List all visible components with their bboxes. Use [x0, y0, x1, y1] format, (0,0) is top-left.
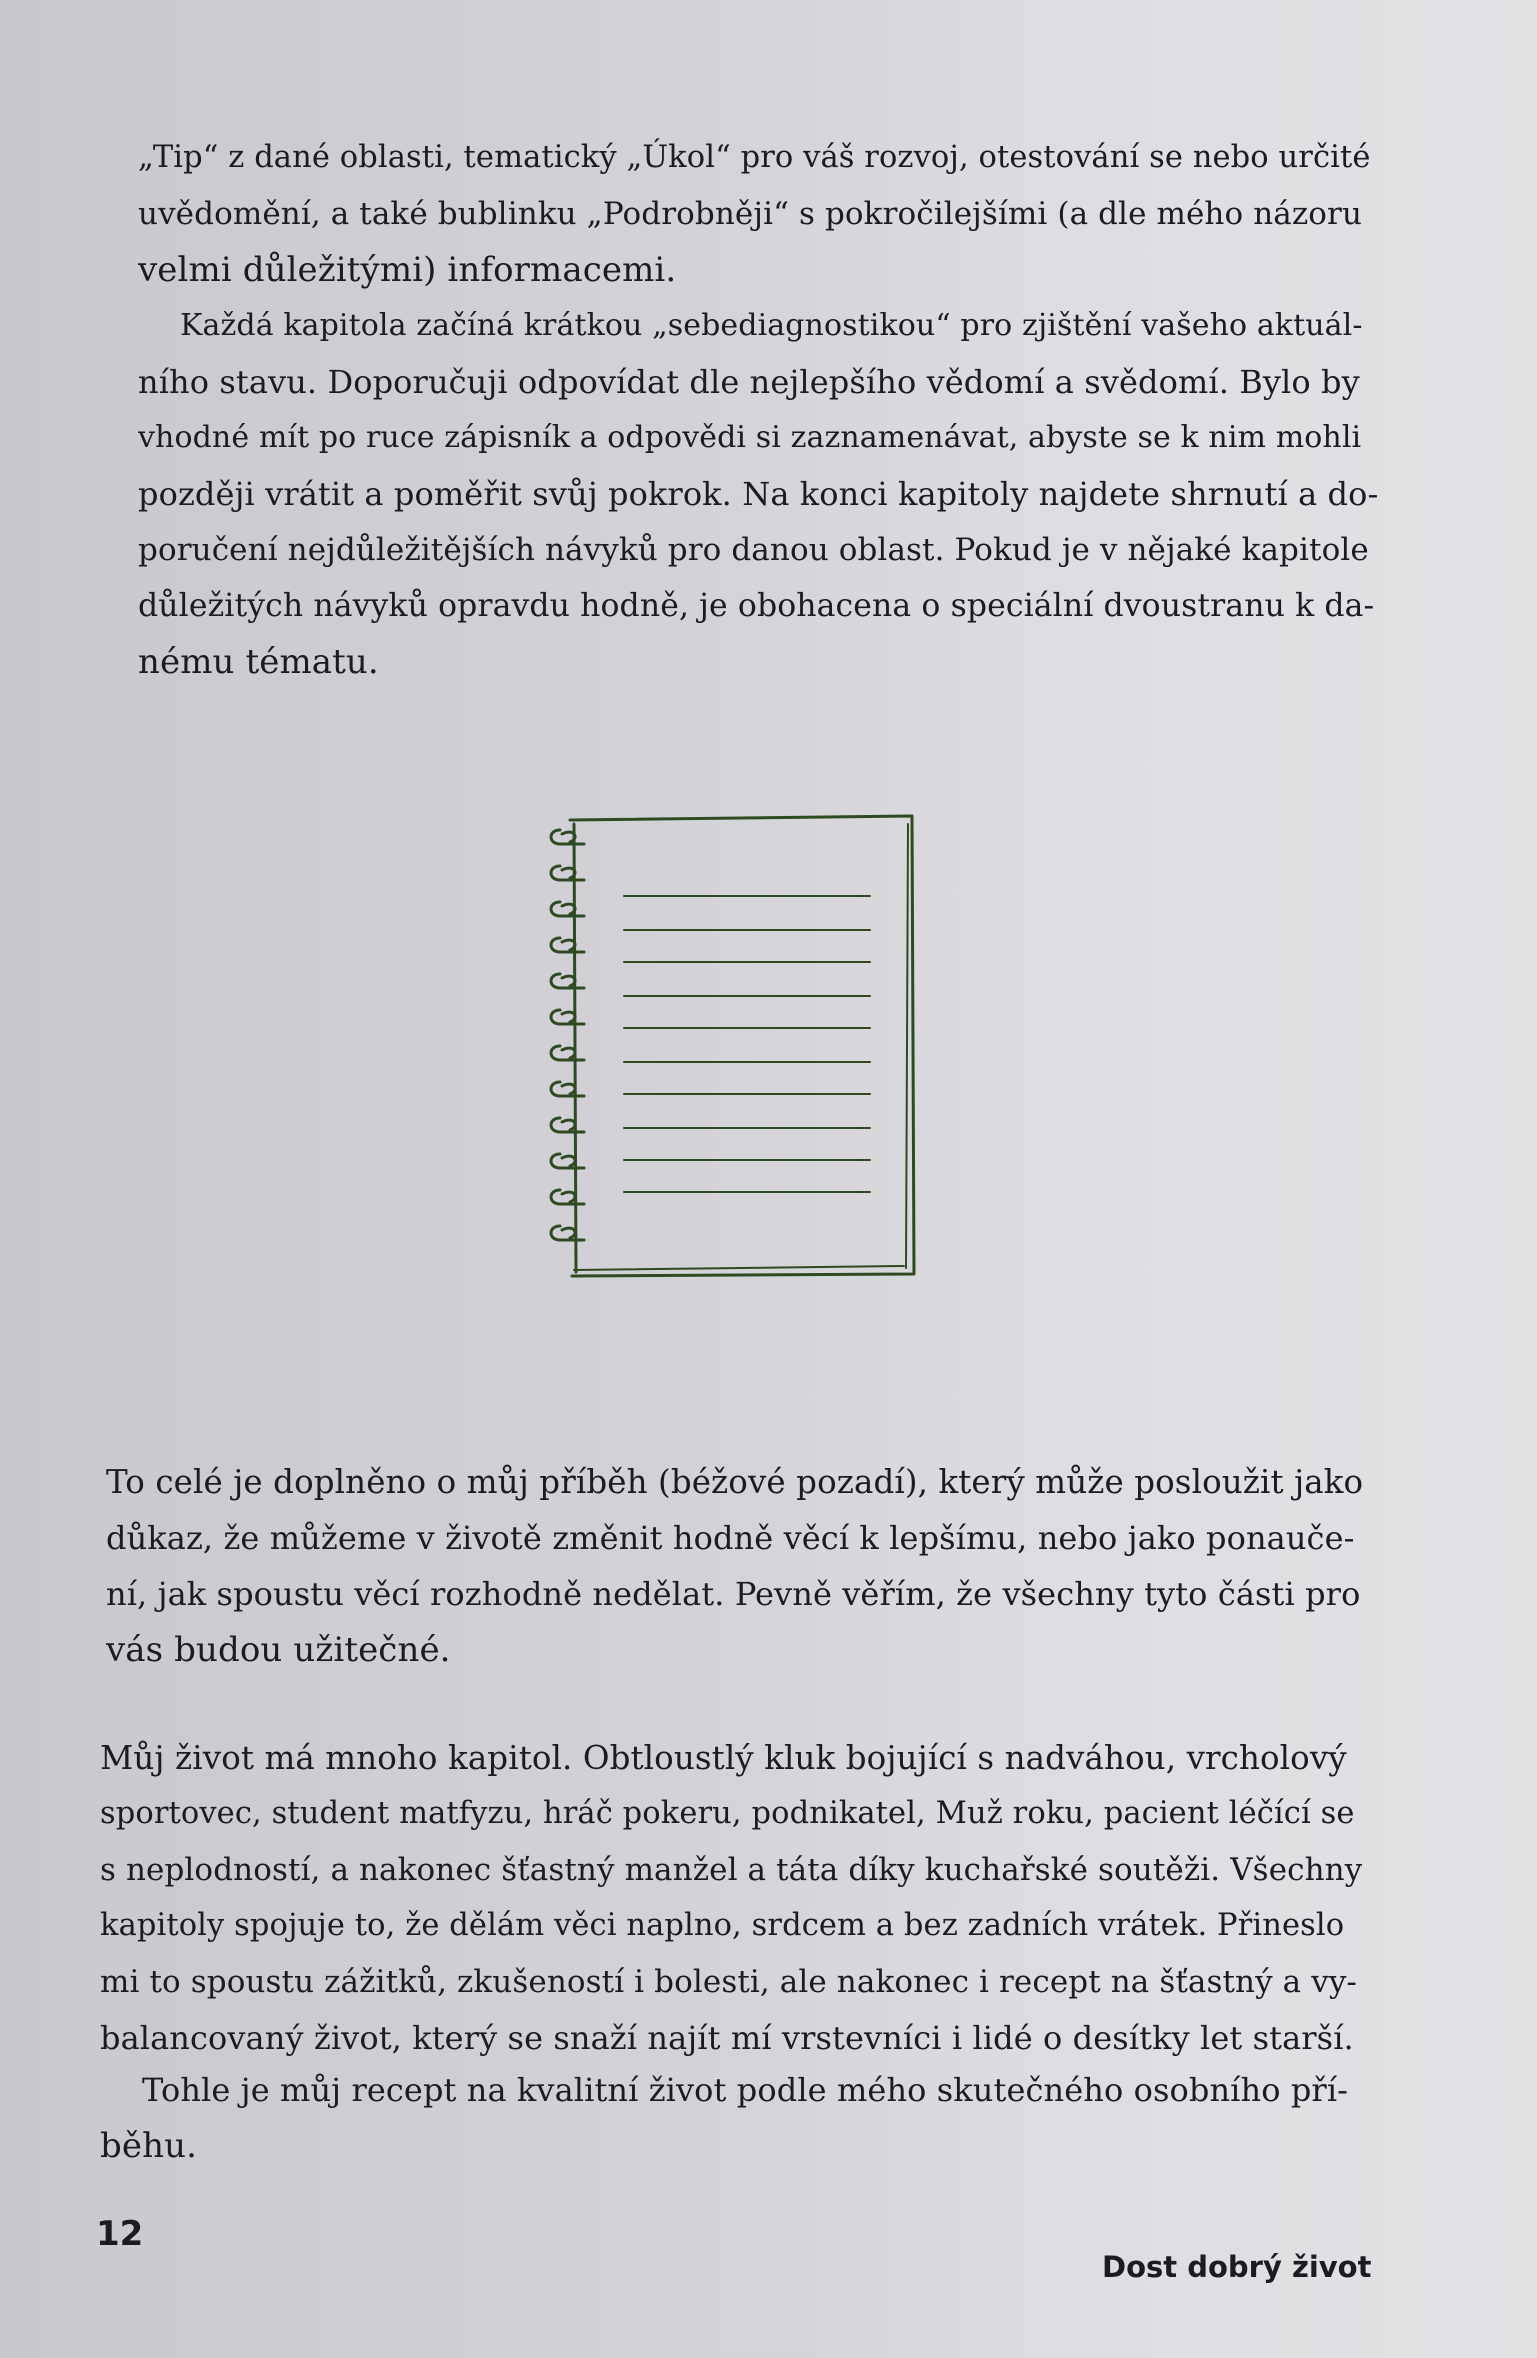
text-line: Můj život má mnoho kapitol. Obtloustlý kluk bojující s nadváhou, vrcholový: [100, 1739, 1347, 1777]
running-title: Dost dobrý život: [1102, 2250, 1372, 2284]
page-number: 12: [96, 2214, 144, 2254]
text-line: později vrátit a poměřit svůj pokrok. Na konci kapitoly najdete shrnutí a do-: [138, 475, 1378, 513]
paragraph-recipe: [100, 2062, 1362, 2174]
text-line: velmi důležitými) informacemi.: [138, 250, 677, 290]
text-line: mi to spoustu zážitků, zkušeností i bolesti, ale nakonec i recept na šťastný a vy-: [100, 1964, 1358, 2000]
text-line: Každá kapitola začíná krátkou „sebediagnostikou“ pro zjištění vašeho aktuál-: [180, 308, 1363, 343]
text-line: vás budou užitečné.: [106, 1630, 451, 1670]
text-line: kapitoly spojuje to, že dělám věci naplno, srdcem a bez zadních vrátek. Přineslo: [100, 1908, 1345, 1943]
text-line: poručení nejdůležitějších návyků pro danou oblast. Pokud je v nějaké kapitole: [138, 532, 1369, 568]
paragraph-my-story: [106, 1454, 1366, 1678]
text-line: „Tip“ z dané oblasti, tematický „Úkol“ pro váš rozvoj, otestování se nebo určité: [138, 140, 1371, 175]
text-line: s neplodností, a nakonec šťastný manžel a táta díky kuchařské soutěži. Všechny: [100, 1852, 1362, 1888]
text-line: To celé je doplněno o můj příběh (béžové pozadí), který může posloužit jako: [106, 1463, 1364, 1501]
paragraph-life-chapters: [100, 1730, 1362, 2066]
text-line: důležitých návyků opravdu hodně, je obohacena o speciální dvoustranu k da-: [138, 588, 1375, 624]
text-line: běhu.: [100, 2126, 197, 2166]
text-line: Tohle je můj recept na kvalitní život podle mého skutečného osobního pří-: [142, 2071, 1349, 2109]
text-line: důkaz, že můžeme v životě změnit hodně věcí k lepšímu, nebo jako ponauče-: [106, 1519, 1355, 1557]
paragraph-tips: [138, 130, 1378, 298]
text-line: uvědomění, a také bublinku „Podrobněji“ s pokročilejšími (a dle mého názoru: [138, 196, 1363, 232]
spiral-notebook-icon: [540, 806, 920, 1286]
text-line: sportovec, student matfyzu, hráč pokeru, podnikatel, Muž roku, pacient léčící se: [100, 1796, 1355, 1831]
text-line: ní, jak spoustu věcí rozhodně nedělat. Pevně věřím, že všechny tyto části pro: [106, 1575, 1361, 1613]
text-line: ního stavu. Doporučuji odpovídat dle nejlepšího vědomí a svědomí. Bylo by: [138, 363, 1360, 401]
paragraph-chapter-structure: [138, 298, 1378, 690]
text-line: balancovaný život, který se snaží najít mí vrstevníci i lidé o desítky let starší.: [100, 2019, 1354, 2057]
text-line: nému tématu.: [138, 642, 379, 682]
text-line: vhodné mít po ruce zápisník a odpovědi si zaznamenávat, abyste se k nim mohli: [138, 420, 1362, 455]
